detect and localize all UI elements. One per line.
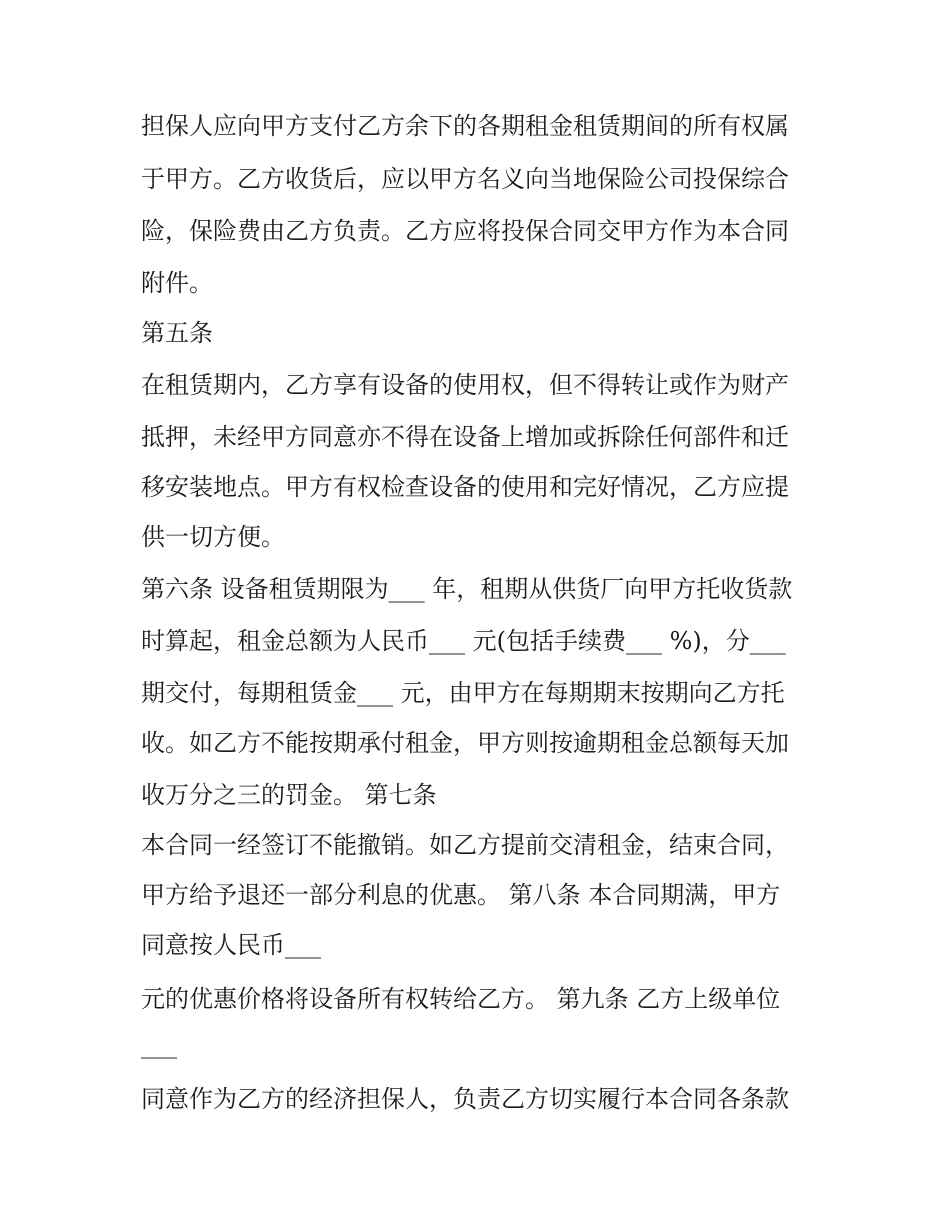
text-line: 同意作为乙方的经济担保人，负责乙方切实履行本合同各条款 (141, 1085, 789, 1113)
text-line: 甲方给予退还一部分利息的优惠。 第八条 本合同期满，甲方 (141, 881, 781, 909)
blank-line: ___ (141, 1031, 177, 1059)
text-line: 移安装地点。甲方有权检查设备的使用和完好情况，乙方应提 (141, 473, 789, 501)
text-line: 元的优惠价格将设备所有权转给乙方。 第九条 乙方上级单位 (141, 985, 781, 1013)
text-line: 担保人应向甲方支付乙方余下的各期租金租赁期间的所有权属 (141, 112, 789, 140)
text-line: 抵押，未经甲方同意亦不得在设备上增加或拆除任何部件和迁 (141, 423, 789, 451)
text-line: 供一切方便。 (141, 523, 285, 551)
text-line: 时算起，租金总额为人民币___ 元(包括手续费___ %)，分___ (141, 627, 786, 655)
text-line: 同意按人民币___ (141, 931, 321, 959)
text-line: 附件。 (141, 269, 213, 297)
section-heading-article-5: 第五条 (141, 319, 213, 347)
text-line: 期交付，每期租赁金___ 元，由甲方在每期期末按期向乙方托 (141, 679, 785, 707)
text-line: 险，保险费由乙方负责。乙方应将投保合同交甲方作为本合同 (141, 217, 789, 245)
text-line: 收。如乙方不能按期承付租金，甲方则按逾期租金总额每天加 (141, 729, 789, 757)
text-line: 第六条 设备租赁期限为___ 年，租期从供货厂向甲方托收货款 (141, 575, 793, 603)
text-line: 于甲方。乙方收货后，应以甲方名义向当地保险公司投保综合 (141, 165, 789, 193)
text-line: 收万分之三的罚金。 第七条 (141, 781, 437, 809)
text-line: 在租赁期内，乙方享有设备的使用权，但不得转让或作为财产 (141, 371, 789, 399)
text-line: 本合同一经签订不能撤销。如乙方提前交清租金，结束合同， (141, 831, 789, 859)
